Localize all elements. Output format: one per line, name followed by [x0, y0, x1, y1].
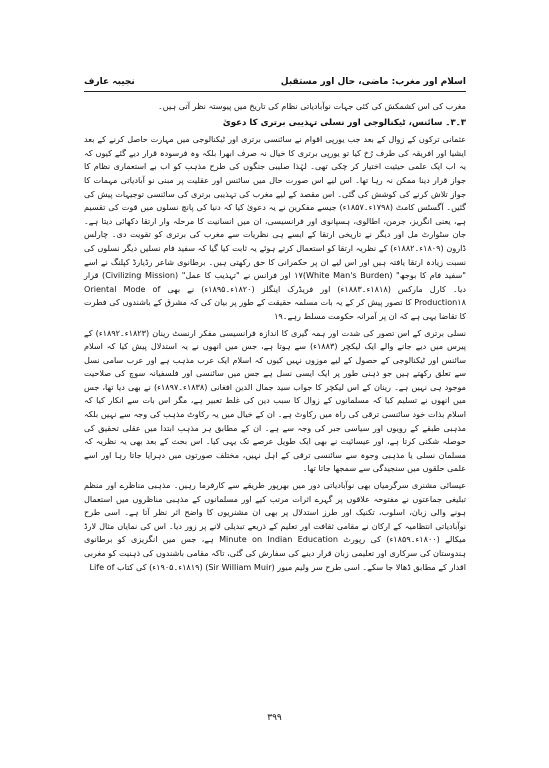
body-paragraph: عیسائی مشنری سرگرمیاں بھی نوآبادیاتی دور میں بھرپور طریقے سے کارفرما رہیں۔ مذہبی مناظرے اور منظم تبلیغی جماعتوں نے مفتوحہ علاقوں پر گہرے اثرات مرتب کیے اور مسلمانوں کے مذہبی مناظروں میں استعمال ہونے والی زبان، اسلوب، تکنیک اور طرز استدلال پر بھی ان مشنریوں کا واضح اثر نظر آتا ہے۔ اسی طرح نوآبادیاتی انتظامیہ کے ارکان نے مقامی ثقافت اور تعلیم کے ذریعے تبدیلی لانے پر زور دیا۔ اس کی نمایاں مثال لارڈ میکالے (۱۸۰۰ء۔۱۸۵۹ء) کی رپورٹ Minute on Indian Education ہے، جس میں انگریزی کو برطانوی ہندوستان کی سرکاری اور تعلیمی زبان قرار دینے کی سفارش کی گئی، تاکہ مقامی باشندوں کی ذہنیت کو مغربی اقدار کے مطابق ڈھالا جا سکے۔ اسی طرح سر ولیم میور (Sir William Muir) (۱۸۱۹ء۔۱۹۰۵ء) کی کتاب Life of	[84, 480, 467, 572]
body-paragraph: مغرب کی اس کشمکش کی کئی جہات نوآبادیاتی نظام کی تاریخ میں پیوستہ نظر آتی ہیں۔	[158, 101, 466, 111]
section-heading: ۳۔۳۔ سائنس، ٹیکنالوجی اور نسلی تہذیبی برتری کا دعویٰ	[222, 117, 466, 128]
page-number: ۳۹۹	[267, 713, 282, 723]
body-paragraph: نسلی برتری کے اس تصور کی شدت اور ہمہ گیری کا اندازہ فرانسیسی مفکر ارنسٹ رینان (۱۸۲۳ء۔۱۸۹۲ء) کے پیرس میں دیے جانے والے ایک لیکچر (۱۸۸۳ء) سے ہوتا ہے، جس میں انھوں نے یہ استدلال پیش کیا کہ اسلام سائنس اور ٹیکنالوجی کے حصول کے لیے موزوں نہیں کیوں کہ اسلام ایک عرب مذہب ہے اور عرب سامی نسل سے تعلق رکھتے ہیں جو ذہنی طور پر ایک ایسی نسل ہے جس میں سائنسی اور فلسفیانہ سوچ کی صلاحیت موجود ہی نہیں ہے۔ رینان کے اس لیکچر کا جواب سید جمال الدین افغانی (۱۸۳۸ء۔۱۸۹۷ء) نے بھی دیا تھا، جس میں انھوں نے تسلیم کیا کہ مسلمانوں کے زوال کا سبب دین کی غلط تعبیر ہے، مگر اس بات سے انکار کیا کہ اسلام بذات خود سائنسی ترقی کی راہ میں رکاوٹ ہے۔ ان کے خیال میں یہ رکاوٹ مذہب کی وجہ سے نہیں بلکہ مذہبی طبقے کے رویوں اور سیاسی جبر کی وجہ سے ہے۔ ان کے مطابق ہر مذہب ابتدا میں عقلی تحقیق کی حوصلہ شکنی کرتا ہے، اور عیسائیت نے بھی ایک طویل عرصے تک یہی کیا۔ اس بحث کے بعد بھی یہ نظریہ کہ مسلمان نسلی یا مذہبی وجوہ سے سائنسی ترقی کے اہل نہیں، مختلف صورتوں میں دہرایا جاتا رہا اور اسے علمی حلقوں میں سنجیدگی سے سمجھا جاتا تھا۔	[84, 327, 466, 474]
running-header	[84, 77, 466, 91]
body-paragraph: عثمانی ترکوں کے زوال کے بعد جب یورپی اقوام نے سائنسی برتری اور ٹیکنالوجی میں مہارت حاصل کرنے کے بعد ایشیا اور افریقہ کی طرف رُخ کیا تو یورپی برتری کا خیال نہ صرف ابھرا بلکہ وہ فرسودہ قرار دیے گئے کیوں کہ یہ اب ایک علمی حیثیت اختیار کر چکی تھی۔ لہٰذا صلیبی جنگوں کی طرح مذہب کو اب بے استعماری نظام کا جواز قرار دینا ممکن نہ رہا تھا۔ اس لیے اس صورت حال میں سائنس اور عقلیت پر مبنی نو آبادیاتی مہمات کا جواز تلاش کرنے کی کوشش کی گئی۔ اس مقصد کے لیے مغرب کی تہذیبی برتری کی سائنسی توجیہات پیش کی گئیں۔ آگسٹس کامٹ (۱۷۹۸ء۔۱۸۵۷ء) جیسے مفکرین نے یہ دعویٰ کیا کہ دنیا کی پانچ نسلوں میں قوت کی تقسیم ہے، یعنی انگریز، جرمن، اطالوی، ہسپانوی اور فرانسیسی، ان میں انسانیت کا مرحلہ وار ارتقا دکھائی دیتا ہے۔ جان سٹوارٹ مل اور دیگر نے تاریخی ارتقا کے ایسے ہی نظریات سے مغرب کی برتری کو تقویت دی۔ چارلس ڈارون (۱۸۰۹ء۔۱۸۸۲ء) کے نظریہ ارتقا کو استعمال کرتے ہوئے یہ ثابت کیا گیا کہ سفید فام نسلیں دیگر نسلوں کی نسبت زیادہ ارتقا یافتہ ہیں اور اس لیے ان پر حکمرانی کا حق رکھتی ہیں۔ برطانوی شاعر رڈیارڈ کپلنگ نے اسے "سفید فام کا بوجھ" (White Man's Burden)۱۷ اور فرانس نے "تہذیب کا عمل" (Civilizing Mission) قرار دیا۔ کارل مارکس (۱۸۱۸ء۔۱۸۸۳ء) اور فریڈرک اینگلز (۱۸۲۰ء۔۱۸۹۵ء) نے بھی Oriental Mode of Production۱۸ کا تصور پیش کر کے یہ بات مسلمہ حقیقت کے طور پر بیان کی کہ مشرق کے باشندوں کی فطرت کا تقاضا یہی ہے کہ ان پر آمرانہ حکومت مسلط رہے۔۱۹	[84, 134, 467, 321]
header-author: نجیبہ عارف	[84, 77, 135, 87]
header-title: اسلام اور مغرب: ماضی، حال اور مستقبل	[280, 77, 466, 87]
document-body	[84, 100, 466, 577]
header-rule	[84, 91, 466, 92]
